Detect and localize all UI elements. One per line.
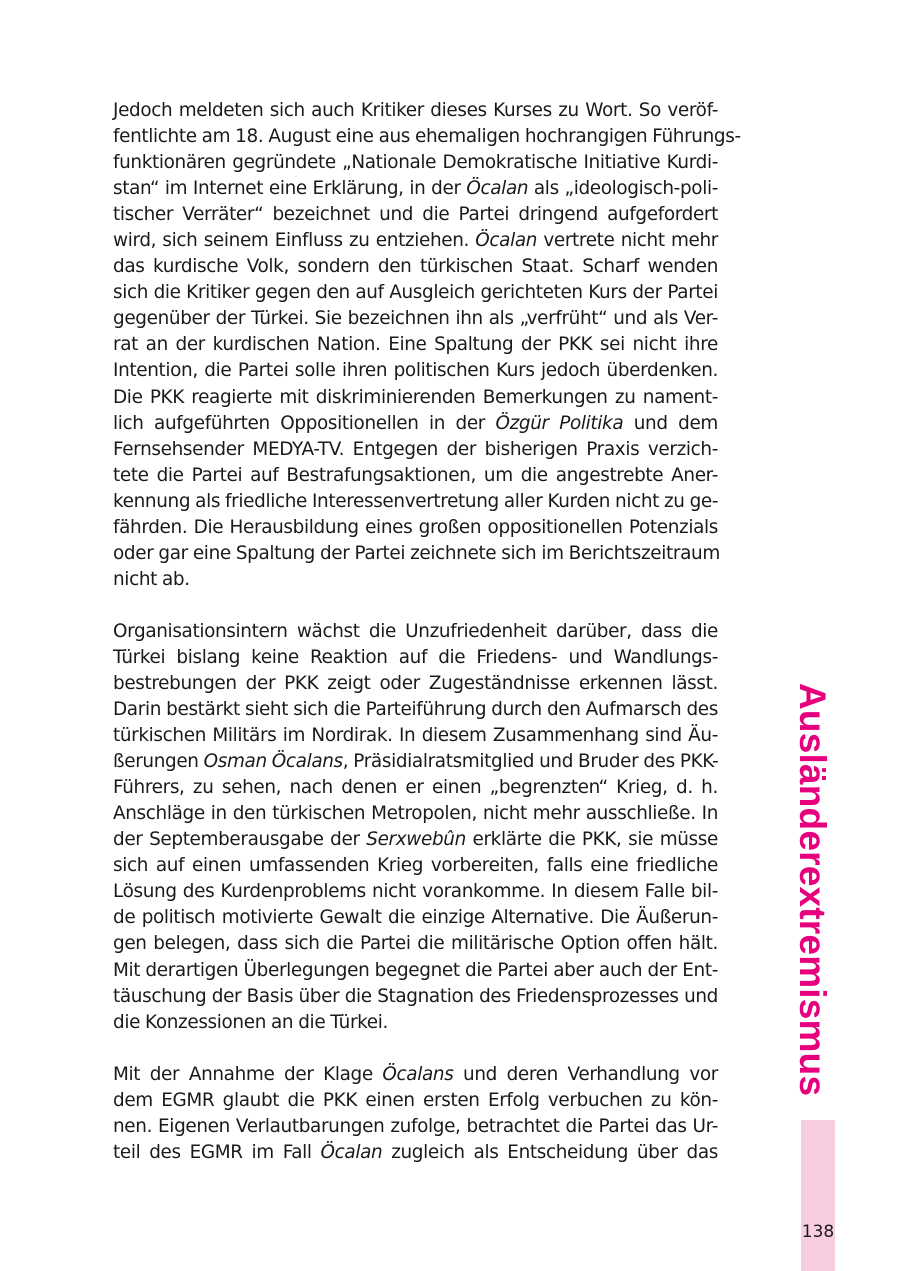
text-line — [113, 671, 718, 697]
text-line — [113, 567, 718, 593]
text-run: Türkei bislang keine Reaktion auf die Friedens- und Wandlungs- — [113, 646, 718, 668]
text-run: fentlichte am 18. August eine aus ehemaligen hochrangigen Führungs- — [113, 126, 741, 148]
text-line — [113, 1062, 718, 1088]
paragraph — [113, 619, 718, 1036]
text-line — [113, 306, 718, 332]
section-title-vertical — [779, 683, 845, 1097]
page-number: 138 — [801, 1222, 835, 1242]
body-text — [113, 98, 741, 1192]
text-run: teil des EGMR im Fall — [113, 1141, 321, 1163]
text-line — [113, 645, 718, 671]
text-run: sich auf einen umfassenden Krieg vorbereiten, falls eine friedliche — [113, 855, 718, 877]
text-line — [113, 1140, 718, 1166]
text-run: das kurdische Volk, sondern den türkischen Staat. Scharf wenden — [113, 256, 718, 278]
text-line — [113, 489, 718, 515]
text-run: gegenüber der Türkei. Sie bezeichnen ihn als „verfrüht“ und als Ver- — [113, 308, 718, 330]
text-run: und dem — [623, 412, 718, 434]
text-line — [113, 437, 718, 463]
text-run: Führers, zu sehen, nach denen er einen „begrenzten“ Krieg, d. h. — [113, 777, 718, 799]
text-line — [113, 984, 718, 1010]
text-line — [113, 280, 718, 306]
italic-name: Öcalan — [320, 1141, 383, 1163]
text-line — [113, 515, 718, 541]
text-run: bestrebungen der PKK zeigt oder Zugeständnisse erkennen lässt. — [113, 672, 718, 694]
text-run: sich die Kritiker gegen den auf Ausgleich gerichteten Kurs der Partei — [113, 282, 718, 304]
section-title: Ausländerextremismus — [792, 683, 833, 1097]
text-run: tischer Verräter“ bezeichnet und die Partei dringend aufgefordert — [113, 204, 718, 226]
text-run: fährden. Die Herausbildung eines großen oppositionellen Potenzials — [113, 516, 718, 538]
text-run: , Präsidialratsmitglied und Bruder des PKK- — [342, 751, 719, 773]
text-run: lich aufgeführten Oppositionellen in der — [113, 412, 496, 434]
text-run: türkischen Militärs im Nordirak. In diesem Zusammenhang sind Äu- — [113, 725, 718, 747]
text-line — [113, 723, 718, 749]
text-run: stan“ im Internet eine Erklärung, in der — [113, 178, 467, 200]
text-run: funktionären gegründete „Nationale Demokratische Initiative Kurdi- — [113, 152, 718, 174]
text-run: Mit derartigen Überlegungen begegnet die Partei aber auch der Ent- — [113, 959, 718, 981]
italic-name: Özgür Politika — [495, 412, 624, 434]
italic-name: Serxwebûn — [366, 829, 466, 851]
text-run: tete die Partei auf Bestrafungsaktionen, um die angestrebte Aner- — [113, 464, 718, 486]
italic-name: Öcalan — [475, 230, 538, 252]
text-line — [113, 228, 718, 254]
text-line — [113, 541, 718, 567]
text-line — [113, 150, 718, 176]
text-line — [113, 931, 718, 957]
paragraph — [113, 1062, 718, 1166]
text-run: Fernsehsender MEDYA-TV. Entgegen der bisherigen Praxis verzich- — [113, 438, 718, 460]
text-line — [113, 853, 718, 879]
text-run: der Septemberausgabe der — [113, 829, 367, 851]
text-run: kennung als friedliche Interessenvertretung aller Kurden nicht zu ge- — [113, 490, 719, 512]
text-run: erklärte die PKK, sie müsse — [465, 829, 718, 851]
text-run: vertrete nicht mehr — [537, 230, 719, 252]
text-run: Lösung des Kurdenproblems nicht vorankomme. In diesem Falle bil- — [113, 881, 718, 903]
text-line — [113, 879, 718, 905]
text-run: oder gar eine Spaltung der Partei zeichnete sich im Berichtszeitraum — [113, 542, 720, 564]
text-run: die Konzessionen an die Türkei. — [113, 1011, 389, 1033]
text-line — [113, 958, 718, 984]
italic-name: Öcalan — [466, 178, 529, 200]
italic-name: Osman Öcalans — [203, 751, 343, 773]
text-line — [113, 385, 718, 411]
text-run: rat an der kurdischen Nation. Eine Spaltung der PKK sei nicht ihre — [113, 334, 718, 356]
text-run: Mit der Annahme der Klage — [113, 1063, 383, 1085]
text-line — [113, 124, 741, 150]
text-line — [113, 801, 718, 827]
text-run: Jedoch meldeten sich auch Kritiker dieses Kurses zu Wort. So veröf- — [113, 100, 718, 121]
text-line — [113, 463, 718, 489]
text-line — [113, 619, 718, 645]
text-run: Anschläge in den türkischen Metropolen, nicht mehr ausschließe. In — [113, 803, 718, 825]
text-line — [113, 254, 718, 280]
text-run: nen. Eigenen Verlautbarungen zufolge, betrachtet die Partei das Ur- — [113, 1115, 718, 1137]
text-run: Organisationsintern wächst die Unzufriedenheit darüber, dass die — [113, 620, 718, 642]
text-line — [113, 176, 718, 202]
text-line — [113, 1088, 718, 1114]
text-line — [113, 1114, 718, 1140]
page-tab — [801, 1120, 835, 1271]
text-line — [113, 749, 718, 775]
text-line — [113, 411, 718, 437]
text-run: ßerungen — [113, 751, 204, 773]
text-run: und deren Verhandlung vor — [453, 1063, 719, 1085]
text-line — [113, 775, 718, 801]
text-run: gen belegen, dass sich die Partei die militärische Option offen hält. — [113, 933, 718, 955]
text-run: täuschung der Basis über die Stagnation des Friedensprozesses und — [113, 985, 718, 1007]
paragraph — [113, 98, 741, 593]
text-line — [113, 332, 718, 358]
text-line — [113, 827, 718, 853]
text-line — [113, 905, 718, 931]
text-line — [113, 98, 718, 124]
text-run: Intention, die Partei solle ihren politischen Kurs jedoch überdenken. — [113, 360, 718, 382]
text-run: wird, sich seinem Einfluss zu entziehen. — [113, 230, 476, 252]
text-run: als „ideologisch-poli- — [528, 178, 718, 200]
text-run: nicht ab. — [113, 568, 190, 590]
text-run: de politisch motivierte Gewalt die einzige Alternative. Die Äußerun- — [113, 907, 718, 929]
text-line — [113, 202, 718, 228]
text-line — [113, 697, 718, 723]
text-run: zugleich als Entscheidung über das — [382, 1141, 718, 1163]
text-line — [113, 358, 718, 384]
text-run: dem EGMR glaubt die PKK einen ersten Erfolg verbuchen zu kön- — [113, 1089, 718, 1111]
italic-name: Öcalans — [382, 1063, 454, 1085]
text-run: Darin bestärkt sieht sich die Parteiführung durch den Aufmarsch des — [113, 699, 718, 721]
text-line — [113, 1010, 718, 1036]
text-run: Die PKK reagierte mit diskriminierenden Bemerkungen zu nament- — [113, 386, 718, 408]
